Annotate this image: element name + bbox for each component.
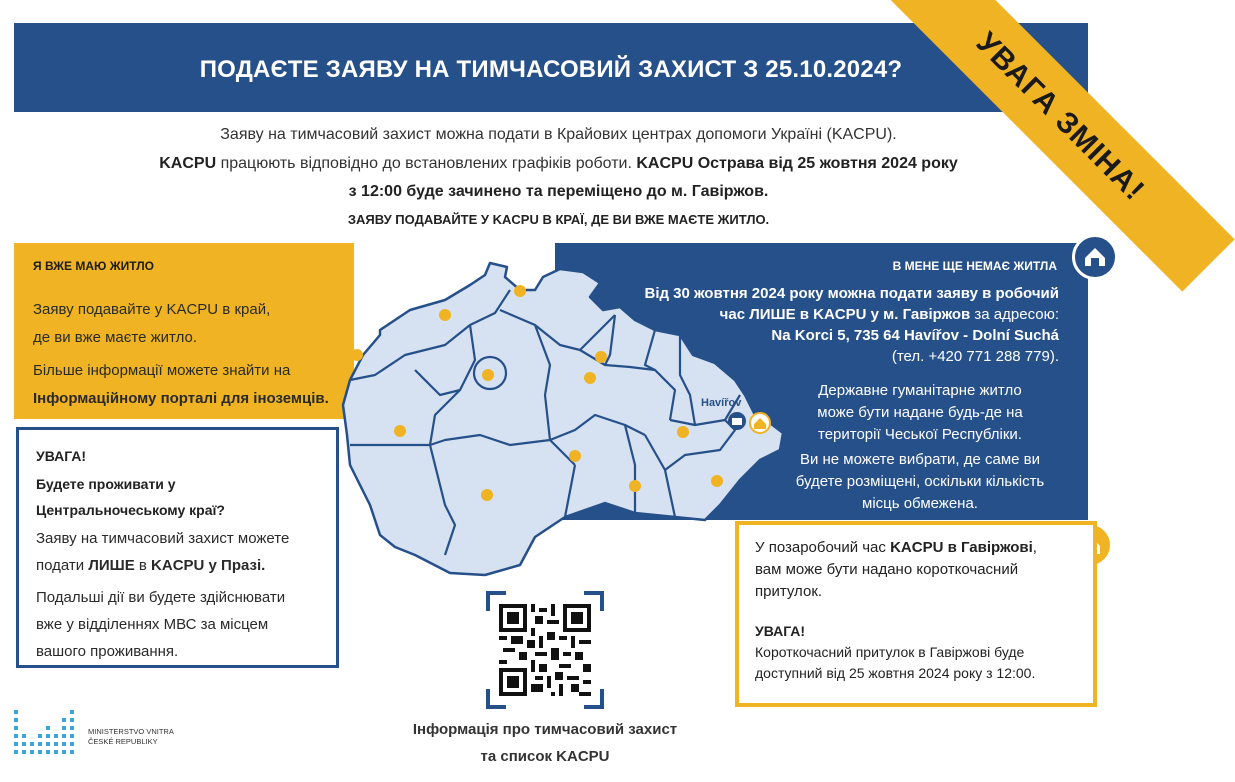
have-housing-line: де ви вже маєте житло. [33,329,198,346]
portal-line: Більше інформації можете знайти на [33,362,291,379]
shelter-line: притулок. [755,583,823,600]
map-marker [677,426,689,438]
no-housing-heading: В МЕНЕ ЩЕ НЕМАЄ ЖИТЛА [892,259,1057,273]
intro-ostrava: KACPU Острава від 25 жовтня 2024 року [636,155,958,172]
caution-prague: KACPU у Празі. [151,557,266,574]
ministry-name: MINISTERSTVO VNITRA [88,727,174,736]
state-housing-line: Державне гуманітарне житло [818,382,1022,399]
caution-fragment: в [134,557,152,574]
map-marker [351,349,363,361]
qr-caption-line: та список KACPU [480,748,610,765]
placement-line: будете розміщені, оскільки кількість [795,473,1045,490]
caution-text: вашого проживання. [36,643,179,660]
intro-line-3: з 12:00 буде зачинено та переміщено до м. Гавіржов. [348,183,769,200]
intro-line-1: Заяву на тимчасовий захист можна подати в Крайових центрах допомоги Україні (KACPU). [220,126,897,143]
have-housing-line: Заяву подавайте у KACPU в край, [33,301,271,318]
state-housing-line: може бути надане будь-де на [817,404,1023,421]
shelter-kacpu: KACPU в Гавіржові [890,539,1033,556]
page-title: ПОДАЄТЕ ЗАЯВУ НА ТИМЧАСОВИЙ ЗАХИСТ З 25.10.2024? [199,56,903,83]
caution-text: вже у відділеннях МВС за місцем [36,616,269,633]
intro-line-2 [0,155,1117,173]
intro-text: працюють відповідно до встановлених графіків роботи. [216,155,637,172]
map-marker [482,369,494,381]
havirov-label: Havířov [701,397,742,409]
map-marker [514,285,526,297]
address: Na Korcі 5, 735 64 Havířov - Dolní Suchá [771,327,1059,344]
ministry-logo [14,710,174,767]
ribbon-text: УВАГА ЗМІНА! [969,26,1151,208]
phone: (тел. +420 771 288 779). [891,348,1059,365]
placement-line: місць обмежена. [862,495,978,512]
map-marker [629,480,641,492]
placement-line: Ви не можете вибрати, де саме ви [799,451,1041,468]
intro-line-4: ЗАЯВУ ПОДАВАЙТЕ У KACPU В КРАЇ, ДЕ ВИ ВЖЕ МАЄТЕ ЖИТЛО. [347,212,770,227]
state-housing-text [790,380,1050,446]
address-line-bold: час ЛИШЕ в KACPU у м. Гавіржов [719,306,971,323]
shelter-caution-line: Короткочасний притулок в Гавіржові буде [755,644,1025,660]
map-marker [569,450,581,462]
shelter-fragment: , [1032,539,1037,556]
house-icon [1072,234,1118,280]
map-marker [439,309,451,321]
qr-caption-line: Інформація про тимчасовий захист [412,721,678,738]
map-marker [394,425,406,437]
caution-question: Будете проживати у [36,476,176,492]
map-marker [584,372,596,384]
shelter-fragment: У позаробочий час [755,539,891,556]
qr-caption [380,716,710,770]
caution-fragment: подати [36,557,89,574]
state-housing-line: території Чеської Республіки. [818,426,1022,443]
caution-text: Заяву на тимчасовий захист можете [36,530,290,547]
map-marker [481,489,493,501]
havirov-address-block [589,283,1059,367]
ministry-name: ČESKÉ REPUBLIKY [88,737,158,746]
have-housing-text [33,296,270,352]
caution-title: УВАГА! [36,448,87,464]
have-housing-heading: Я ВЖЕ МАЮ ЖИТЛО [33,259,154,273]
shelter-line: вам може бути надано короткочасний [755,561,1019,578]
caution-only: ЛИШЕ [88,557,135,574]
qr-code[interactable] [486,591,604,709]
shelter-caution-line: доступний від 25 жовтня 2024 року з 12:00. [755,665,1036,681]
foreigners-portal-link[interactable]: Інформаційному порталі для іноземців. [33,390,329,407]
shelter-caution-title: УВАГА! [755,623,806,639]
map-marker [711,475,723,487]
shelter-line [755,537,1037,559]
portal-text [33,357,329,413]
central-bohemia-caution-box [16,427,339,668]
caution-text: Подальші дії ви будете здійснювати [36,589,286,606]
placement-text [765,449,1075,515]
intro-kacpu: KACPU [159,155,217,172]
ministry-logo-icon [14,710,78,762]
address-line-text: за адресою: [970,306,1059,323]
shelter-box [735,521,1097,707]
caution-text [36,552,289,579]
caution-question: Центральночеському краї? [36,502,225,518]
address-line: Від 30 жовтня 2024 року можна подати заяву в робочий [644,285,1059,302]
